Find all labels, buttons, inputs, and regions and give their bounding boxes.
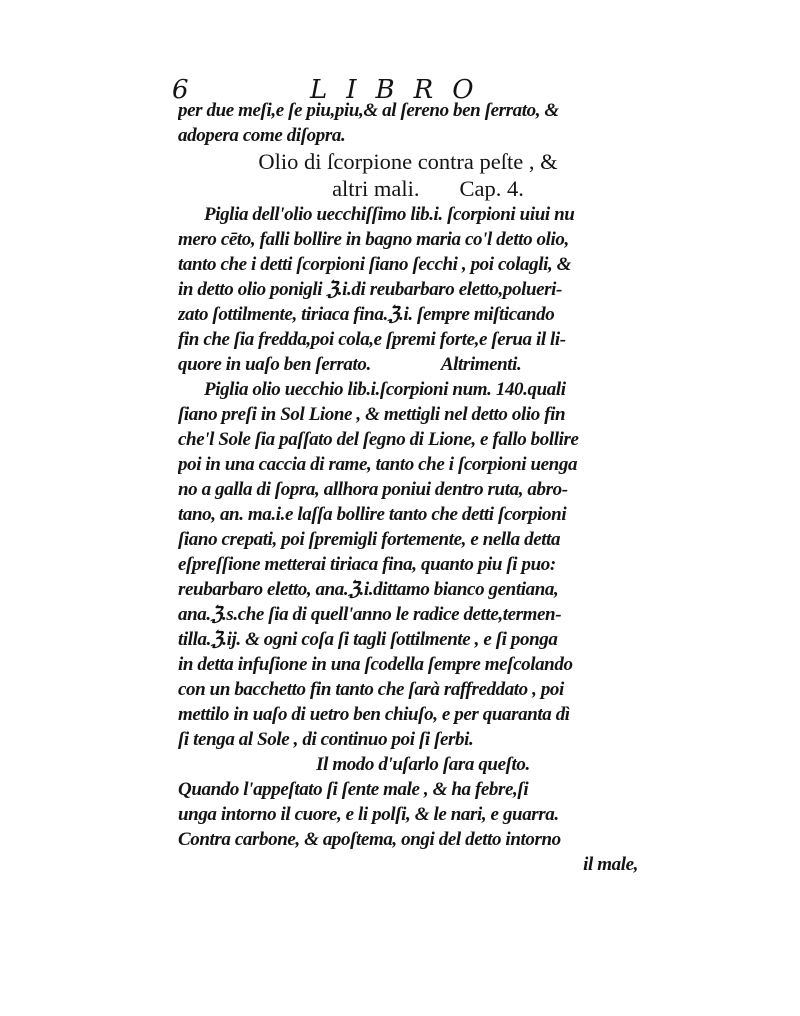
text-line-catchword: il male, [583, 854, 638, 875]
text-fragment: quore in uaſo ben ſerrato. [178, 354, 371, 375]
subheading-altrimenti: Altrimenti. [440, 354, 522, 375]
text-line: tilla.ℨ.ij. & ogni coſa ſi tagli ſottilmente , e ſi ponga [178, 629, 558, 650]
text-line: tano, an. ma.i.e laſſa bollire tanto che detti ſcorpioni [178, 504, 567, 525]
text-line: ſiano crepati, poi ſpremigli fortemente, e nella detta [178, 529, 561, 550]
text-line-with-subheading [178, 352, 638, 377]
text-line: Contra carbone, & apoſtema, ongi del detto intorno [178, 829, 561, 850]
text-line: ſi tenga al Sole , di continuo poi ſi ſerbi. [178, 729, 474, 750]
text-line: ſiano preſi in Sol Lione , & mettigli nel detto olio fin [178, 404, 566, 425]
text-line: Piglia olio uecchio lib.i.ſcorpioni num. 140.quali [204, 379, 566, 400]
subheading-modo: Il modo d'uſarlo ſara queſto. [316, 754, 530, 775]
text-line: per due meſi,e ſe piu,piu,& al ſereno ben ſerrato, & [178, 100, 559, 121]
section-heading-tail: altri mali. [332, 176, 420, 201]
text-line: tanto che i detti ſcorpioni ſiano ſecchi , poi colagli, & [178, 254, 572, 275]
page-text [178, 98, 638, 877]
text-line: con un bacchetto fin tanto che ſarà raffreddato , poi [178, 679, 564, 700]
text-line: adopera come diſopra. [178, 125, 346, 146]
text-line: zato ſottilmente, tiriaca fina.ℨ.i. ſempre miſticando [178, 304, 555, 325]
page-number: 6 [172, 75, 189, 105]
text-line: che'l Sole ſia paſſato del ſegno di Lione, e fallo bollire [178, 429, 579, 450]
chapter-label: Cap. 4. [459, 176, 524, 201]
text-line: eſpreſſione metterai tiriaca fina, quanto piu ſi puo: [178, 554, 556, 575]
text-line: mero cēto, falli bollire in bagno maria co'l detto olio, [178, 229, 569, 250]
running-title: LIBRO [310, 75, 493, 105]
text-line: ana.ℨ.s.che ſia di quell'anno le radice dette,termen- [178, 604, 562, 625]
text-line: reubarbaro eletto, ana.ℨ.i.dittamo bianco gentiana, [178, 579, 559, 600]
text-line: in detta infuſione in una ſcodella ſempre meſcolando [178, 654, 573, 675]
text-line: no a galla di ſopra, allhora poniui dentro ruta, abro- [178, 479, 568, 500]
text-line: unga intorno il cuore, e li polſi, & le nari, e guarra. [178, 804, 559, 825]
text-line: in detto olio ponigli ℨ.i.di reubarbaro eletto,polueri- [178, 279, 562, 300]
text-line: poi in una caccia di rame, tanto che i ſcorpioni uenga [178, 454, 578, 475]
text-line: fin che ſia fredda,poi cola,e ſpremi forte,e ſerua il li- [178, 329, 566, 350]
text-line: Quando l'appeſtato ſi ſente male , & ha febre,ſi [178, 779, 529, 800]
section-heading-line2 [178, 175, 638, 202]
text-line: Piglia dell'olio uecchiſſimo lib.i. ſcorpioni uiui nu [204, 204, 575, 225]
text-line: mettilo in uaſo di uetro ben chiuſo, e per quaranta dì [178, 704, 570, 725]
section-heading: Olio di ſcorpione contra peſte , & [258, 149, 558, 174]
